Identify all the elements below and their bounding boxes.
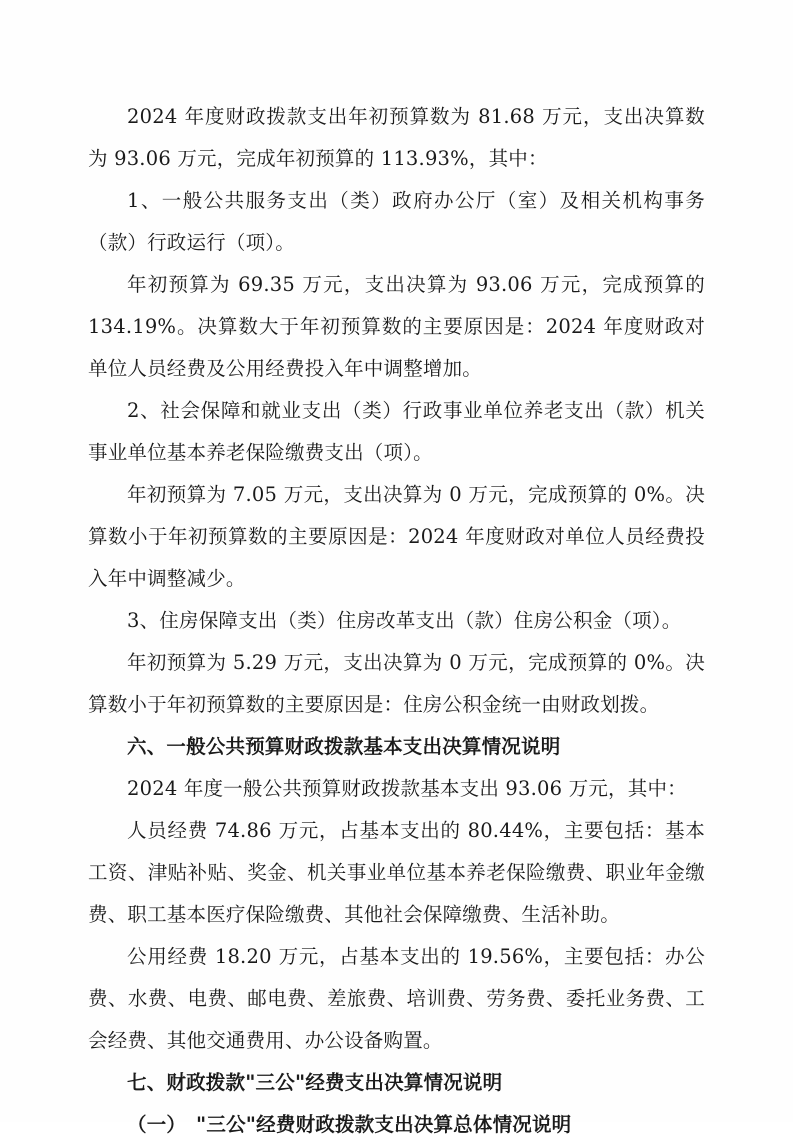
paragraph-item-3-detail: 年初预算为 5.29 万元，支出决算为 0 万元，完成预算的 0%。决算数小于年初预算数的主要原因是：住房公积金统一由财政划拨。	[88, 651, 705, 716]
document-body	[88, 96, 705, 1146]
paragraph-item-1-title: 1、一般公共服务支出（类）政府办公厅（室）及相关机构事务（款）行政运行（项）。	[88, 189, 705, 254]
paragraph-item-2-title: 2、社会保障和就业支出（类）行政事业单位养老支出（款）机关事业单位基本养老保险缴费支出（项）。	[88, 399, 705, 464]
paragraph-item-1-detail: 年初预算为 69.35 万元，支出决算为 93.06 万元，完成预算的 134.19%。决算数大于年初预算数的主要原因是：2024 年度财政对单位人员经费及公用经费投入年中调整增加。	[88, 273, 705, 380]
paragraph-public-expenses: 公用经费 18.20 万元，占基本支出的 19.56%，主要包括：办公费、水费、电费、邮电费、差旅费、培训费、劳务费、委托业务费、工会经费、其他交通费用、办公设备购置。	[88, 945, 705, 1052]
paragraph-item-3-title: 3、住房保障支出（类）住房改革支出（款）住房公积金（项）。	[127, 609, 682, 632]
subheading-section-seven-one: （一） "三公"经费财政拨款支出决算总体情况说明	[127, 1113, 572, 1136]
paragraph-item-2-detail: 年初预算为 7.05 万元，支出决算为 0 万元，完成预算的 0%。决算数小于年初预算数的主要原因是：2024 年度财政对单位人员经费投入年中调整减少。	[88, 483, 705, 590]
paragraph-basic-expenditure-total: 2024 年度一般公共预算财政拨款基本支出 93.06 万元，其中：	[127, 777, 687, 800]
heading-section-six: 六、一般公共预算财政拨款基本支出决算情况说明	[127, 735, 561, 758]
heading-section-seven: 七、财政拨款"三公"经费支出决算情况说明	[127, 1071, 503, 1094]
paragraph-personnel-expenses: 人员经费 74.86 万元，占基本支出的 80.44%，主要包括：基本工资、津贴补贴、奖金、机关事业单位基本养老保险缴费、职业年金缴费、职工基本医疗保险缴费、其他社会保障缴费、生活补助。	[88, 819, 705, 926]
paragraph-overall-expenditure: 2024 年度财政拨款支出年初预算数为 81.68 万元，支出决算数为 93.06 万元，完成年初预算的 113.93%，其中：	[88, 105, 705, 170]
